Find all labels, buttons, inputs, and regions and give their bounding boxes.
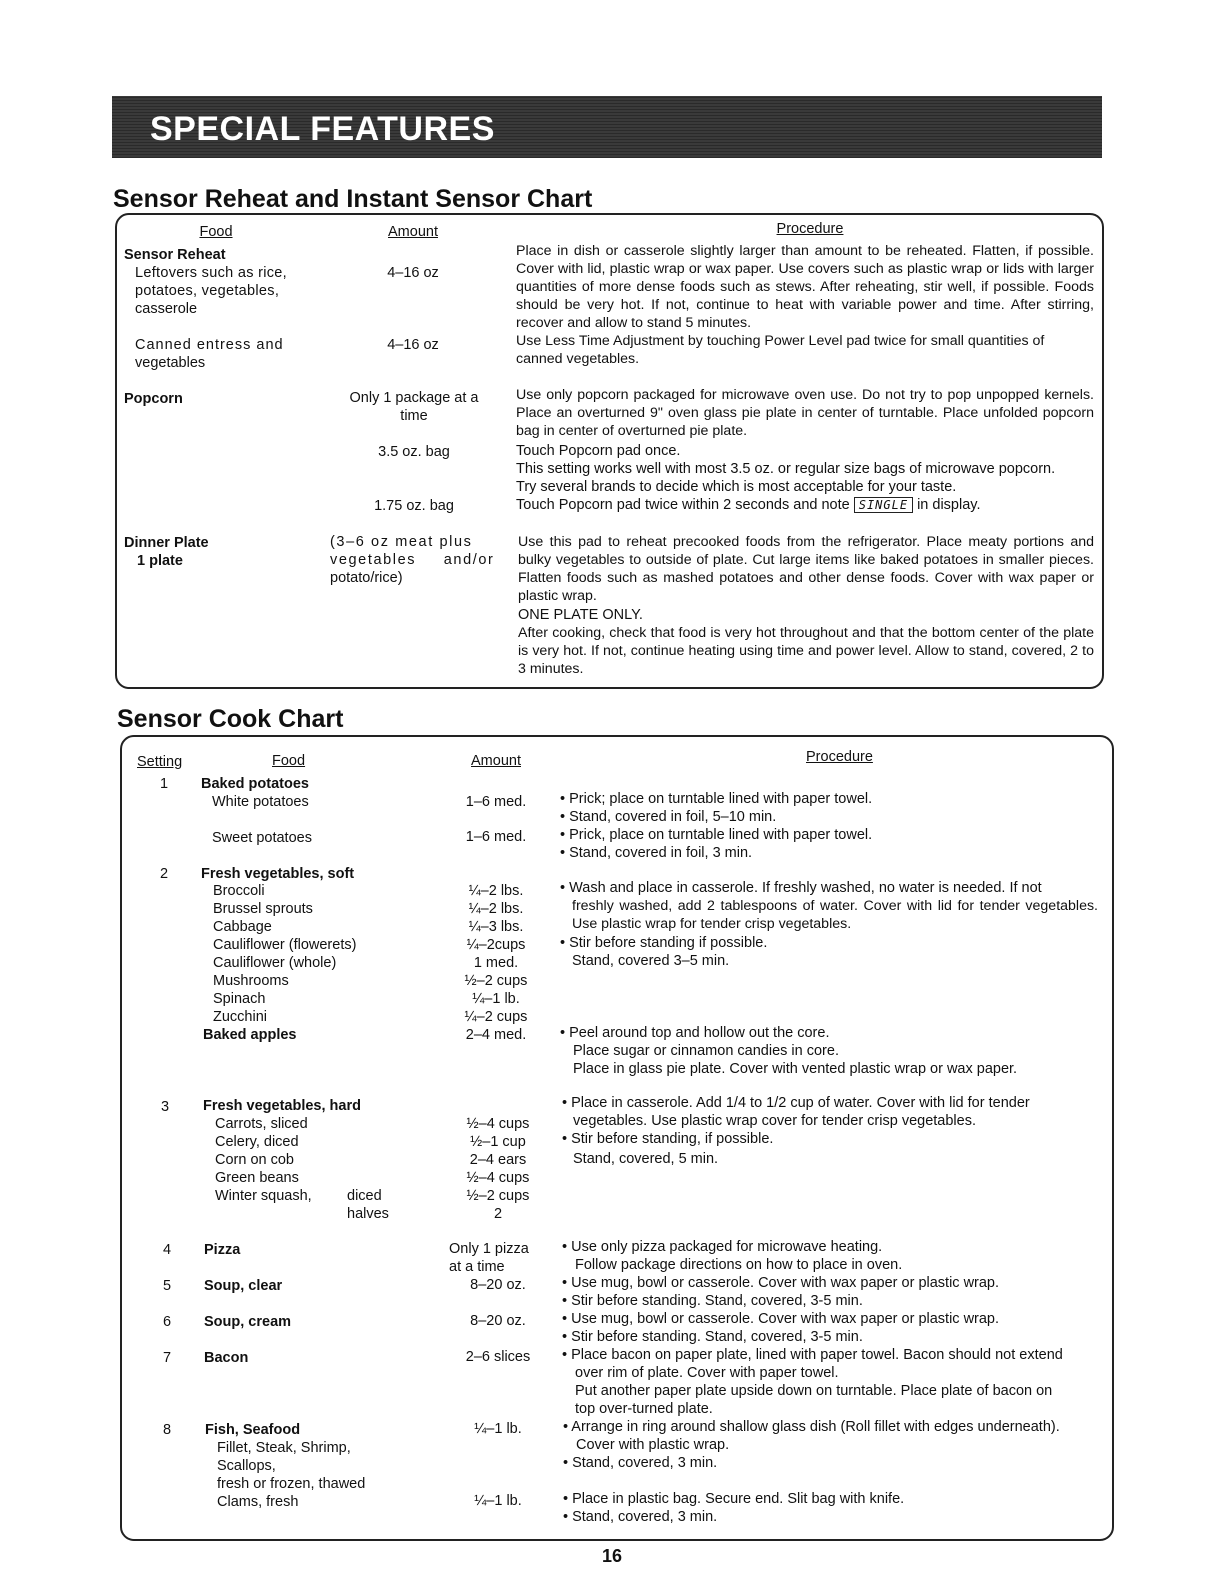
food-item: Mushrooms: [213, 973, 289, 989]
amount: at a time: [449, 1259, 505, 1275]
food-item: Fillet, Steak, Shrimp,: [217, 1440, 351, 1456]
procedure: Stand, covered, 5 min.: [573, 1151, 719, 1167]
amount: vegetables and/or: [330, 552, 495, 568]
header-food: Food: [199, 224, 233, 240]
food-category: Pizza: [204, 1242, 241, 1258]
procedure: over rim of plate. Cover with paper towel.: [575, 1365, 839, 1381]
food-item: Clams, fresh: [217, 1494, 299, 1510]
procedure: top over-turned plate.: [575, 1401, 713, 1417]
food-category: Fresh vegetables, soft: [201, 866, 355, 882]
page-number: 16: [601, 1546, 623, 1566]
header-procedure: Procedure: [806, 749, 873, 765]
amount: ¼–1 lb.: [474, 1493, 522, 1509]
amount: (3–6 oz meat plus: [330, 534, 473, 550]
amount: ¼–1 lb.: [474, 1421, 522, 1437]
procedure: • Stir before standing, if possible.: [562, 1131, 774, 1147]
amount: ¼–2cups: [466, 937, 526, 953]
procedure: • Stand, covered, 3 min.: [563, 1455, 718, 1471]
amount: potato/rice): [330, 570, 403, 586]
procedure: • Stir before standing. Stand, covered, 3-5 min.: [562, 1329, 863, 1345]
procedure: • Prick, place on turntable lined with paper towel.: [560, 827, 873, 843]
setting-number: 5: [163, 1278, 172, 1294]
food-item: halves: [347, 1206, 389, 1222]
food-item: fresh or frozen, thawed: [217, 1476, 366, 1492]
food-item: Zucchini: [213, 1009, 267, 1025]
setting-number: 8: [163, 1422, 172, 1438]
amount: 8–20 oz.: [470, 1313, 526, 1329]
food-line: potatoes, vegetables,: [135, 283, 280, 299]
food-item: Cauliflower (whole): [213, 955, 337, 971]
amount: ½–2 cups: [464, 973, 528, 989]
setting-number: 2: [160, 866, 169, 882]
procedure: Place sugar or cinnamon candies in core.: [573, 1043, 839, 1059]
amount: Only 1 package at a: [349, 390, 479, 406]
procedure: • Wash and place in casserole. If freshly washed, no water is needed. If not: [560, 880, 1042, 896]
setting-number: 3: [161, 1099, 170, 1115]
section-banner: [112, 96, 1102, 158]
procedure: • Prick; place on turntable lined with paper towel.: [560, 791, 873, 807]
procedure: • Use mug, bowl or casserole. Cover with wax paper or plastic wrap.: [562, 1275, 1000, 1291]
amount: 1–6 med.: [465, 829, 527, 845]
amount: 2: [493, 1206, 503, 1222]
procedure: ONE PLATE ONLY.: [518, 607, 643, 623]
amount: ½–4 cups: [466, 1116, 530, 1132]
procedure: • Arrange in ring around shallow glass dish (Roll fillet with edges underneath).: [563, 1419, 1060, 1435]
setting-number: 4: [163, 1242, 172, 1258]
procedure: Try several brands to decide which is most acceptable for your taste.: [516, 479, 957, 495]
procedure: • Peel around top and hollow out the core.: [560, 1025, 830, 1041]
setting-number: 7: [163, 1350, 172, 1366]
food-line: Canned entress and: [135, 337, 284, 353]
header-food: Food: [272, 753, 306, 769]
amount: 1 med.: [473, 955, 519, 971]
food-item: Cauliflower (flowerets): [213, 937, 357, 953]
procedure: Use Less Time Adjustment by touching Power Level pad twice for small quantities of canned vegetables.: [516, 333, 1045, 367]
food-item: Spinach: [213, 991, 266, 1007]
amount: 1–6 med.: [465, 794, 527, 810]
sensor-cook-chart-title: Sensor Cook Chart: [117, 705, 344, 733]
procedure: • Place in plastic bag. Secure end. Slit bag with knife.: [563, 1491, 905, 1507]
food-item: Carrots, sliced: [215, 1116, 308, 1132]
food-category: Baked apples: [203, 1027, 297, 1043]
procedure: • Stand, covered in foil, 5–10 min.: [560, 809, 777, 825]
amount: 2–6 slices: [465, 1349, 531, 1365]
header-amount: Amount: [388, 224, 438, 240]
procedure: Put another paper plate upside down on turntable. Place plate of bacon on: [575, 1383, 1053, 1399]
sensor-reheat-chart-title: Sensor Reheat and Instant Sensor Chart: [113, 185, 593, 213]
food-line: 1 plate: [137, 553, 183, 569]
procedure: • Use only pizza packaged for microwave heating.: [562, 1239, 883, 1255]
amount: 4–16 oz: [387, 265, 439, 281]
food-item: Winter squash,: [215, 1188, 312, 1204]
procedure: • Place in casserole. Add 1/4 to 1/2 cup of water. Cover with lid for tender: [562, 1095, 1030, 1111]
procedure: • Stir before standing. Stand, covered, 3-5 min.: [562, 1293, 863, 1309]
food-item: Corn on cob: [215, 1152, 294, 1168]
amount: ¼–3 lbs.: [468, 919, 524, 935]
food-popcorn: Popcorn: [124, 391, 183, 407]
procedure: Cover with plastic wrap.: [576, 1437, 730, 1453]
procedure: Follow package directions on how to place in oven.: [575, 1257, 903, 1273]
header-setting: Setting: [137, 754, 183, 770]
setting-number: 1: [160, 776, 169, 792]
procedure: Use only popcorn packaged for microwave oven use. Do not try to pop unpopped kernels. Place an overturned 9" oven glass pie plate in center of turntable. Place unfolded popcorn bag in center of overturned pie plate.: [516, 387, 1094, 439]
food-item: White potatoes: [212, 794, 309, 810]
food-category: Bacon: [204, 1350, 249, 1366]
procedure: [516, 496, 980, 514]
procedure: • Stir before standing if possible.: [560, 935, 768, 951]
setting-number: 6: [163, 1314, 172, 1330]
procedure: freshly washed, add 2 tablespoons of water. Cover with lid for tender vegetables. Use plastic wrap for tender crisp vegetables.: [572, 898, 1098, 932]
procedure: Touch Popcorn pad once.: [516, 443, 681, 459]
food-line: vegetables: [135, 355, 206, 371]
procedure: • Use mug, bowl or casserole. Cover with wax paper or plastic wrap.: [562, 1311, 1000, 1327]
procedure: This setting works well with most 3.5 oz. or regular size bags of microwave popcorn.: [516, 461, 1056, 477]
amount: Only 1 pizza: [449, 1241, 529, 1257]
amount: ¼–2 lbs.: [468, 901, 524, 917]
procedure: Place in glass pie plate. Cover with vented plastic wrap or wax paper.: [573, 1061, 1018, 1077]
amount: ¼–2 cups: [464, 1009, 528, 1025]
amount: 2–4 ears: [469, 1152, 527, 1168]
banner-title: SPECIAL FEATURES: [150, 110, 495, 148]
procedure: Stand, covered 3–5 min.: [572, 953, 730, 969]
amount: 4–16 oz: [387, 337, 439, 353]
food-item: Green beans: [215, 1170, 299, 1186]
procedure: • Stand, covered, 3 min.: [563, 1509, 718, 1525]
amount: ½–2 cups: [466, 1188, 530, 1204]
lcd-display: SINGLE: [854, 497, 913, 513]
procedure: Place in dish or casserole slightly larger than amount to be reheated. Flatten, if possible. Cover with lid, plastic wrap or wax paper. Use covers such as plastic wrap or lids with larger quantities of more dense foods such as stews. After reheating, stir well, if possible. Foods should be very hot. If not, continue to heat with variable power and time. After stirring, recover and allow to stand 5 minutes.: [516, 243, 1094, 331]
food-category: Soup, cream: [204, 1314, 292, 1330]
header-procedure: Procedure: [776, 221, 844, 237]
food-category: Soup, clear: [204, 1278, 283, 1294]
amount: 3.5 oz. bag: [378, 444, 450, 460]
procedure-text: Touch Popcorn pad twice within 2 seconds and note: [516, 497, 850, 513]
header-amount: Amount: [471, 753, 521, 769]
food-item: Sweet potatoes: [212, 830, 312, 846]
amount: ½–4 cups: [466, 1170, 530, 1186]
food-line: casserole: [135, 301, 198, 317]
amount: 1.75 oz. bag: [374, 498, 454, 514]
food-item: Cabbage: [213, 919, 272, 935]
food-category: Fresh vegetables, hard: [203, 1098, 361, 1114]
amount: time: [400, 408, 428, 424]
food-sensor-reheat: Sensor Reheat: [124, 247, 226, 263]
amount: ½–1 cup: [470, 1134, 526, 1150]
amount: 8–20 oz.: [470, 1277, 526, 1293]
amount: ¼–1 lb.: [472, 991, 520, 1007]
food-item: Celery, diced: [215, 1134, 299, 1150]
procedure: Use this pad to reheat precooked foods from the refrigerator. Place meaty portions and bulky vegetables to outside of plate. Cut large items like baked potatoes in smaller pieces. Flatten foods such as mashed potatoes and other dense foods. Cover with wax paper or plastic wrap.: [518, 534, 1094, 604]
food-item: diced: [347, 1188, 382, 1204]
food-category: Baked potatoes: [201, 776, 309, 792]
amount: ¼–2 lbs.: [468, 883, 524, 899]
procedure: vegetables. Use plastic wrap cover for tender crisp vegetables.: [573, 1113, 976, 1129]
food-item: Brussel sprouts: [213, 901, 313, 917]
amount: 2–4 med.: [465, 1027, 527, 1043]
procedure: • Place bacon on paper plate, lined with paper towel. Bacon should not extend: [562, 1347, 1063, 1363]
procedure: • Stand, covered in foil, 3 min.: [560, 845, 753, 861]
procedure-text: in display.: [917, 497, 981, 513]
food-category: Fish, Seafood: [205, 1422, 301, 1438]
food-item: Scallops,: [217, 1458, 276, 1474]
procedure: After cooking, check that food is very hot throughout and that the bottom center of the plate is very hot. If not, continue heating using time and power level. Allow to stand, covered, 2 to 3 minutes.: [518, 625, 1094, 677]
food-line: Leftovers such as rice,: [135, 265, 287, 281]
food-item: Broccoli: [213, 883, 265, 899]
food-dinner-plate: Dinner Plate: [124, 535, 209, 551]
